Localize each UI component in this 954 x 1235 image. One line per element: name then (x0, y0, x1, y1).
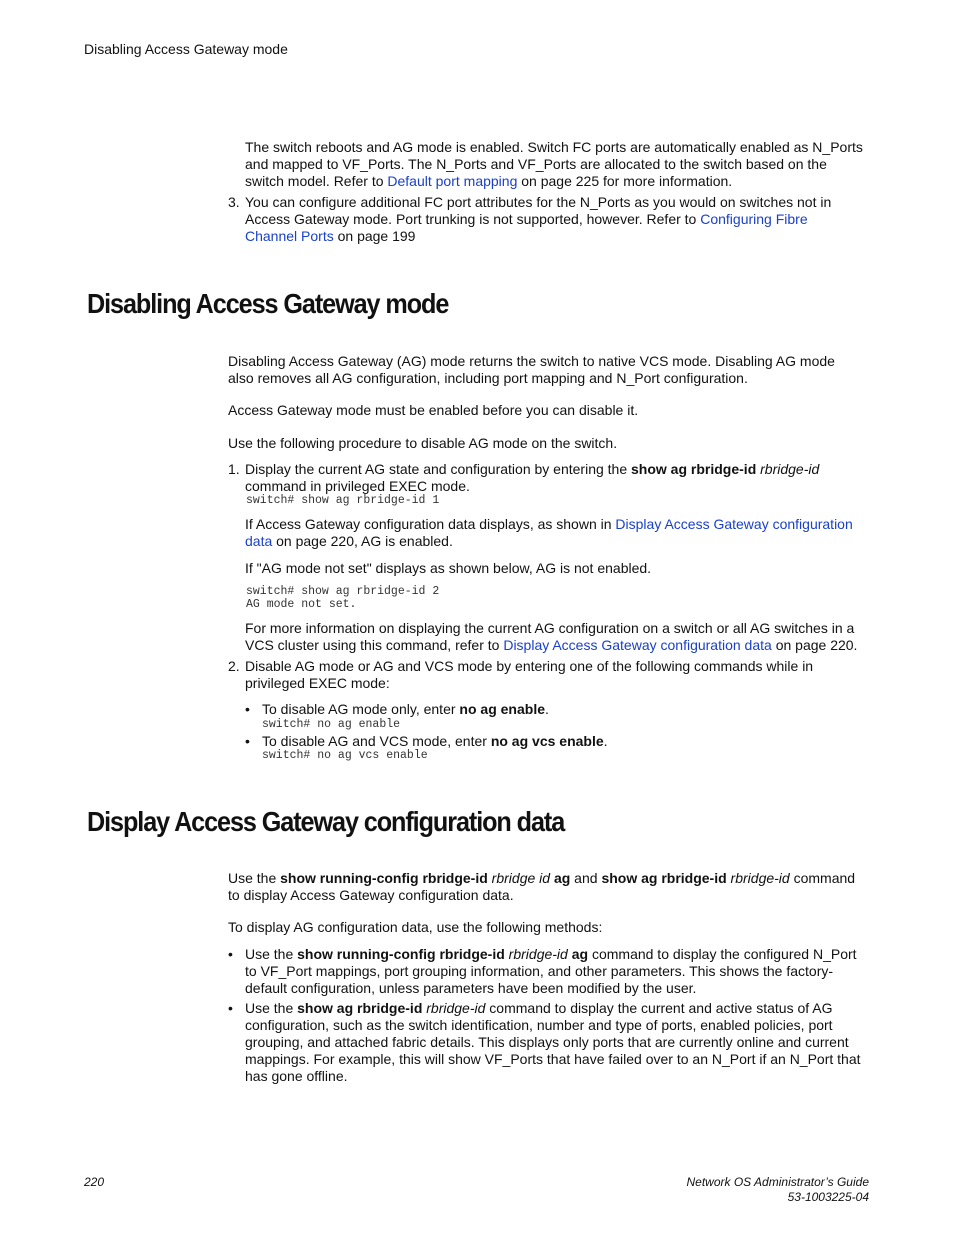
section1-paragraph-2: Access Gateway mode must be enabled before you can disable it. (228, 402, 639, 418)
bullet-marker: • (245, 701, 250, 717)
step-3-number: 3. (228, 194, 240, 210)
section2-paragraph-2: To display AG configuration data, use the following methods: (228, 919, 603, 935)
section1-paragraph-1: Disabling Access Gateway (AG) mode returns the switch to native VCS mode. Disabling AG mode also removes all AG configuration, including port mapping and N_Port configuration. (228, 353, 835, 386)
footer-book-info: Network OS Administrator’s Guide 53-1003225-04 (686, 1175, 869, 1204)
code-example-1: switch# show ag rbridge-id 1 (246, 494, 440, 507)
step-2-text: Disable AG mode or AG and VCS mode by entering one of the following commands while in privileged EXEC mode: (245, 658, 814, 691)
link-display-ag-config-data[interactable]: Display Access Gateway configuration (615, 516, 853, 532)
link-display-ag-config-data-2[interactable]: Display Access Gateway configuration data (503, 637, 772, 653)
bullet-marker: • (228, 1000, 233, 1016)
intro-line: and mapped to VF_Ports. The N_Ports and VF_Ports are allocated to the switch based on the (245, 156, 827, 172)
footer-page-number: 220 (84, 1175, 105, 1189)
code-example-4: switch# no ag vcs enable (262, 749, 428, 762)
step-1-more-info: For more information on displaying the current AG configuration on a switch or all AG switches in a VCS cluster using this command, refer to Display Access Gateway configuration data on page 220. (245, 620, 858, 653)
running-header: Disabling Access Gateway mode (84, 41, 288, 57)
section-title-display-ag-config: Display Access Gateway configuration data (87, 806, 565, 837)
intro-paragraph (245, 139, 885, 190)
section1-paragraph-3: Use the following procedure to disable AG mode on the switch. (228, 435, 618, 451)
bullet-disable-ag: To disable AG mode only, enter no ag enable. (262, 701, 549, 717)
link-default-port-mapping[interactable]: Default port mapping (387, 173, 518, 189)
bullet-disable-ag-vcs: To disable AG and VCS mode, enter no ag vcs enable. (262, 733, 608, 749)
bullet-show-running-config: Use the show running-config rbridge-id rbridge-id ag command to display the configured N_Port to VF_Port mappings, port grouping information, and other parameters. This shows the factory- default configuration, unless parameters have been modified by the user. (245, 946, 857, 996)
section-title-disabling-ag-mode: Disabling Access Gateway mode (87, 288, 449, 319)
step-1-number: 1. (228, 461, 240, 477)
step-1-if-not-enabled: If "AG mode not set" displays as shown below, AG is not enabled. (245, 560, 652, 576)
bullet-marker: • (228, 946, 233, 962)
intro-line: switch model. Refer to Default port mapping on page 225 for more information. (245, 173, 733, 189)
bullet-show-ag: Use the show ag rbridge-id rbridge-id command to display the current and active status of AG configuration, such as the switch identification, number and type of ports, enabled policies, port grouping, and attached fabric details. This displays only ports that are currently online and current mappings. For example, this will show VF_Ports that have failed over to an N_Port if an N_Port that has gone offline. (245, 1000, 861, 1084)
command-show-ag: show ag rbridge-id (631, 461, 757, 477)
step-2-number: 2. (228, 658, 240, 674)
link-display-ag-config-data-cont[interactable]: data (245, 533, 273, 549)
step-3-text: You can configure additional FC port attributes for the N_Ports as you would on switches not in Access Gateway mode. Port trunking is not supported, however. Refer to Configuring Fibre Channel Ports on page 199 (245, 194, 832, 244)
step-1-if-enabled: If Access Gateway configuration data displays, as shown in Display Access Gateway configuration data on page 220, AG is enabled. (245, 516, 853, 549)
bullet-marker: • (245, 733, 250, 749)
link-configuring-fibre-channel-ports[interactable]: Configuring Fibre (700, 211, 808, 227)
step-1-text: Display the current AG state and configuration by entering the show ag rbridge-id rbridge-id command in privileged EXEC mode. (245, 461, 820, 494)
intro-line: The switch reboots and AG mode is enabled. Switch FC ports are automatically enabled as N_Ports (245, 139, 863, 155)
code-example-3: switch# no ag enable (262, 718, 401, 731)
code-example-2: switch# show ag rbridge-id 2 AG mode not set. (246, 585, 440, 611)
link-configuring-fibre-channel-ports-cont[interactable]: Channel Ports (245, 228, 334, 244)
section2-paragraph-1: Use the show running-config rbridge-id rbridge id ag and show ag rbridge-id rbridge-id command to display Access Gateway configuration data. (228, 870, 856, 903)
